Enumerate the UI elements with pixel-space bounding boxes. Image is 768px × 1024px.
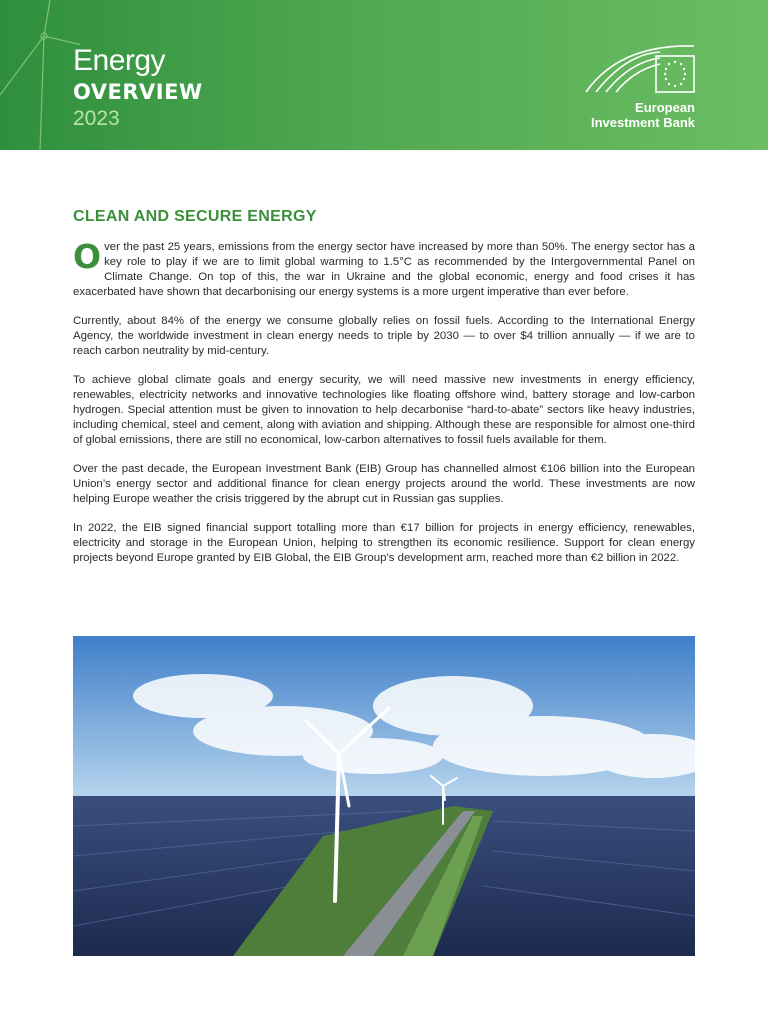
paragraph-1 [73,237,695,300]
header-year: 2023 [73,107,120,130]
dropcap: O [73,237,102,276]
paragraph-4: Over the past decade, the European Investment Bank (EIB) Group has channelled almost €106 billion into the European Union’s energy sector and additional finance for clean energy projects around the world. These investments are now helping Europe weather the crisis triggered by the abrupt cut in Russian gas supplies. [73,463,695,505]
paragraph-1-text: ver the past 25 years, emissions from the energy sector have increased by more than 50%. The energy sector has a key role to play if we are to limit global warming to 1.5°C as recommended by the Intergovernmental Panel on Climate Change. On top of this, the war in Ukraine and the global economic, energy and food crises it has exacerbated have shown that decarbonising our energy systems is a more urgent imperative than ever before. [73,241,695,298]
section-heading: CLEAN AND SECURE ENERGY [73,208,317,225]
landscape-illustration [73,636,695,956]
org-name-line2: Investment Bank [590,115,695,130]
org-name [591,100,695,130]
header-banner [0,0,768,150]
paragraph-5: In 2022, the EIB signed financial support totalling more than €17 billion for projects in energy efficiency, renewables, electricity and storage in the European Union, helping to strengthen its economic resilience. Support for clean energy projects beyond Europe granted by EIB Global, the EIB Group’s development arm, reached more than €2 billion in 2022. [73,522,695,564]
solar-wind-photo [73,636,695,956]
header-subtitle: OVERVIEW [73,80,203,104]
paragraph-3: To achieve global climate goals and energy security, we will need massive new investments in energy efficiency, renewables, electricity networks and innovative technologies like floating offshore wind, battery storage and low-carbon hydrogen. Special attention must be given to innovation to help decarbonise “hard-to-abate” sectors like heavy industries, including chemical, steel and cement, along with aviation and shipping. Although these are responsible for almost one-third of global emissions, there are still no economical, low-carbon alternatives to fossil fuels available for them. [73,374,695,446]
org-name-line1: European [635,100,695,115]
article-body [73,208,695,580]
header-title: Energy [73,44,166,77]
wind-turbine-icon [0,0,80,150]
paragraph-2: Currently, about 84% of the energy we consume globally relies on fossil fuels. According to the International Energy Agency, the worldwide investment in clean energy needs to triple by 2030 — to over $4 trillion annually — if we are to reach carbon neutrality by mid-century. [73,315,695,357]
